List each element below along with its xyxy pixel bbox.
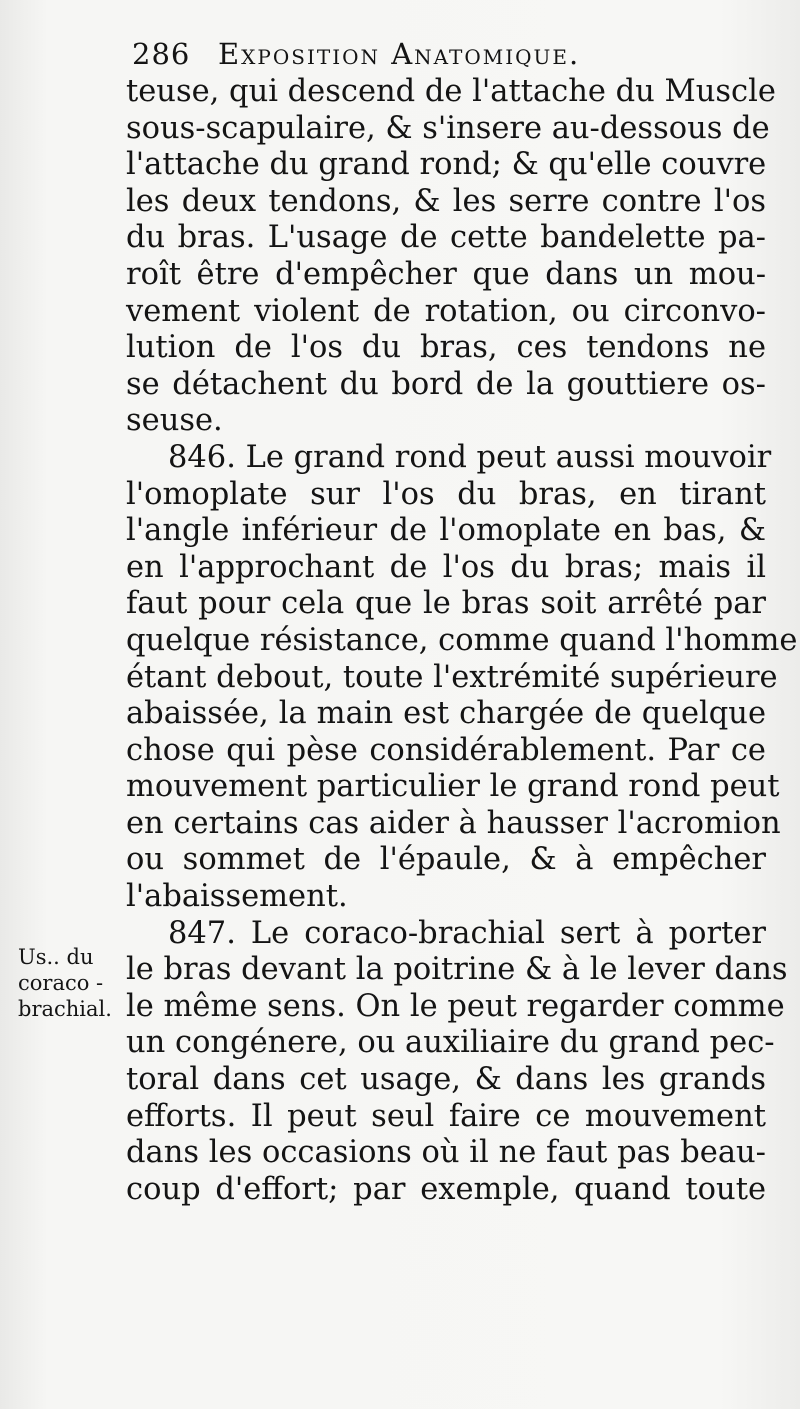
text-line: l'abaissement. [126, 879, 348, 915]
text-line: ou sommet de l'épaule, & à empêcher [126, 842, 766, 878]
text-line: chose qui pèse considérablement. Par ce [126, 732, 766, 768]
text-line: en certains cas aider à hausser l'acromion [126, 805, 781, 841]
text-line: roît être d'empêcher que dans un mou- [126, 256, 766, 292]
page-number: 286 [132, 37, 191, 71]
margin-note-line: Us.. du [18, 945, 94, 969]
paragraph-847 [126, 915, 788, 1209]
text-line: 847. Le coraco-brachial sert à porter [168, 915, 766, 951]
text-line: étant debout, toute l'extrémité supérieure [126, 659, 778, 695]
text-line: un congénere, ou auxiliaire du grand pec- [126, 1025, 775, 1061]
text-line: coup d'effort; par exemple, quand toute [126, 1171, 766, 1207]
text-line: l'attache du grand rond; & qu'elle couvre [126, 147, 767, 183]
page-body [126, 74, 798, 1208]
text-line: efforts. Il peut seul faire ce mouvement [126, 1098, 766, 1134]
running-header [132, 34, 772, 74]
margin-note-line: coraco - [18, 971, 104, 995]
text-line: vement violent de rotation, ou circonvo- [126, 293, 766, 329]
text-line: l'omoplate sur l'os du bras, en tirant [126, 476, 766, 512]
text-line: 846. Le grand rond peut aussi mouvoir [168, 439, 772, 475]
text-line: l'angle inférieur de l'omoplate en bas, & [126, 513, 766, 549]
text-line: les deux tendons, & les serre contre l'os [126, 183, 766, 219]
text-line: quelque résistance, comme quand l'homme [126, 622, 798, 658]
paragraph-continued [126, 74, 776, 440]
margin-note-line: brachial. [18, 997, 112, 1021]
text-line: le même sens. On le peut regarder comme [126, 988, 785, 1024]
text-line: seuse. [126, 403, 223, 439]
text-line: teuse, qui descend de l'attache du Muscle [126, 74, 776, 109]
text-line: dans les occasions où il ne faut pas beau- [126, 1135, 766, 1171]
text-line: en l'approchant de l'os du bras; mais il [126, 549, 766, 585]
text-line: lution de l'os du bras, ces tendons ne [126, 330, 766, 366]
text-line: toral dans cet usage, & dans les grands [126, 1062, 766, 1098]
running-title: Exposition Anatomique. [218, 37, 581, 71]
text-line: sous-scapulaire, & s'insere au-dessous de [126, 110, 770, 146]
text-line: se détachent du bord de la gouttiere os- [126, 366, 766, 402]
paragraph-846 [126, 439, 798, 916]
text-line: du bras. L'usage de cette bandelette pa- [126, 220, 766, 256]
text-line: mouvement particulier le grand rond peut [126, 769, 780, 805]
margin-note [18, 944, 124, 1022]
text-line: faut pour cela que le bras soit arrêté par [126, 586, 766, 622]
text-line: abaissée, la main est chargée de quelque [126, 696, 766, 732]
text-line: le bras devant la poitrine & à le lever dans [126, 952, 788, 988]
